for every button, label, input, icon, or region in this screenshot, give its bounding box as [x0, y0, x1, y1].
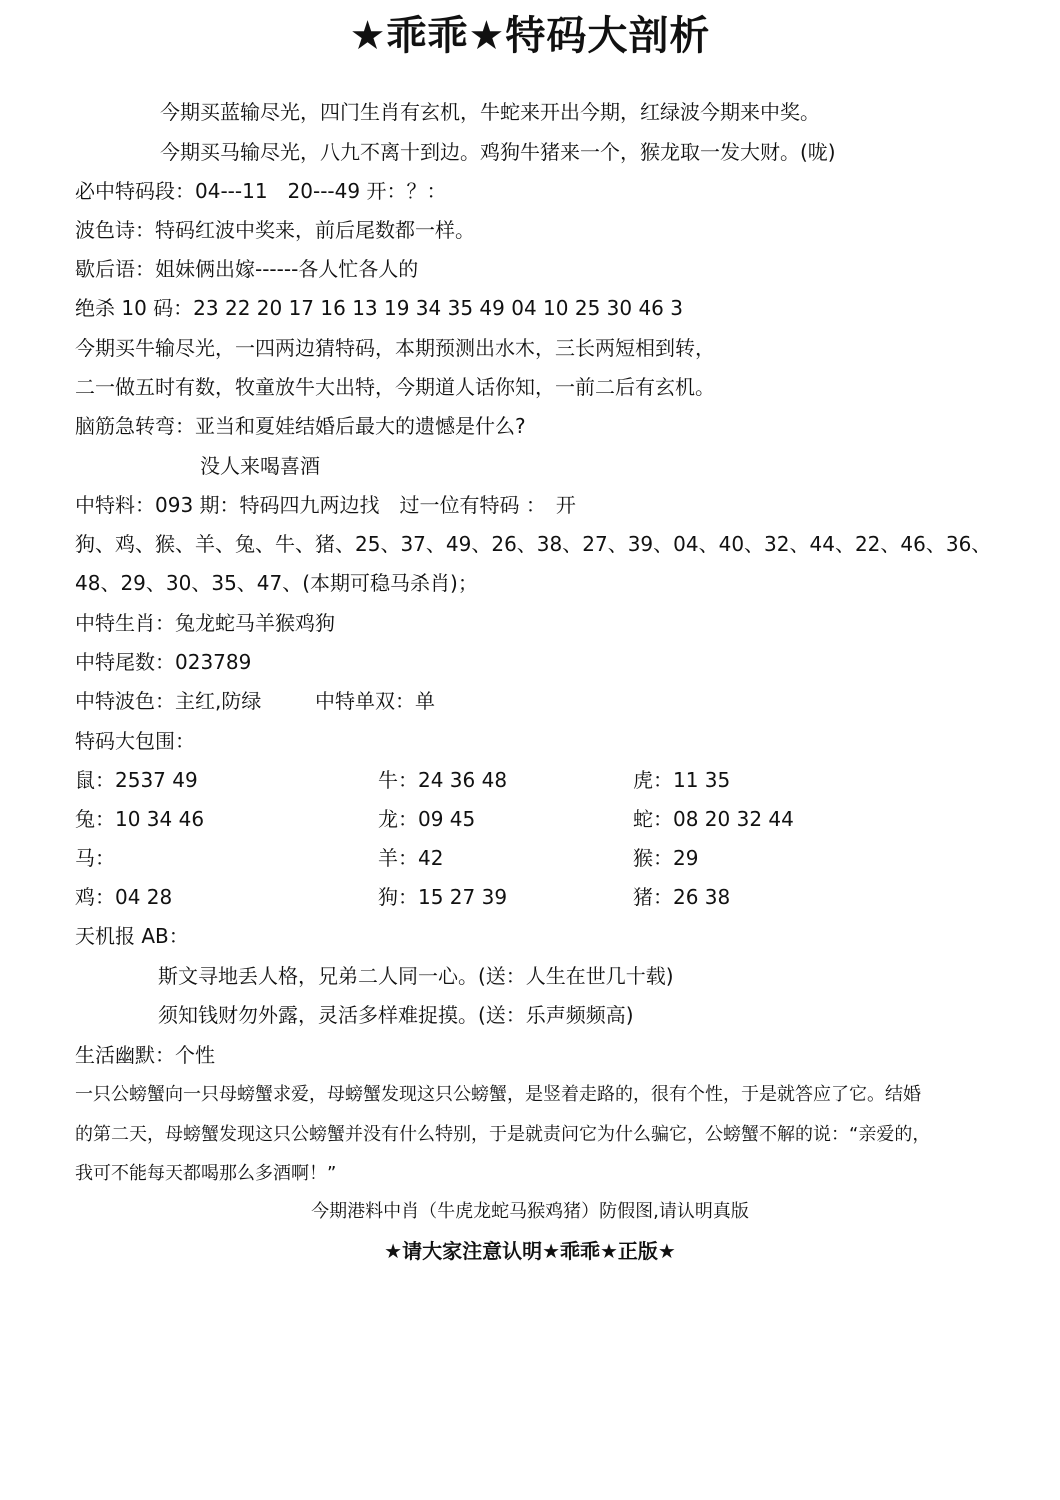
baowei-cell: 牛：24 36 48	[378, 768, 508, 792]
number-list-line-2: 48、29、30、35、47、(本期可稳马杀肖)；	[75, 571, 478, 595]
zodiac-line: 中特生肖：兔龙蛇马羊猴鸡狗	[75, 611, 335, 635]
poem-line-2: 今期买马输尽光，八九不离十到边。鸡狗牛猪来一个，猴龙取一发大财。(咙)	[160, 140, 836, 164]
baowei-cell: 羊：42	[378, 846, 444, 870]
odd-even-line: 中特单双：单	[315, 689, 435, 713]
tianji-title: 天机报 AB：	[75, 924, 189, 948]
tail-digits-line: 中特尾数：023789	[75, 650, 252, 674]
text-line-1: 今期买牛输尽光，一四两边猜特码，本期预测出水木，三长两短相到转，	[75, 336, 715, 360]
bose-poem-line: 波色诗：特码红波中奖来，前后尾数都一样。	[75, 218, 475, 242]
humor-title: 生活幽默：个性	[75, 1043, 215, 1067]
baowei-cell: 兔：10 34 46	[75, 807, 205, 831]
riddle-question: 脑筋急转弯：亚当和夏娃结婚后最大的遗憾是什么?	[75, 414, 526, 438]
wave-color-line: 中特波色：主红,防绿	[75, 689, 262, 713]
text-line-2: 二一做五时有数，牧童放牛大出特，今期道人话你知，一前二后有玄机。	[75, 375, 715, 399]
baowei-cell: 鼠：2537 49	[75, 768, 198, 792]
humor-line-3: 我可不能每天都喝那么多酒啊！”	[75, 1163, 337, 1184]
footer-note: 今期港料中肖（牛虎龙蛇马猴鸡猪）防假图,请认明真版	[311, 1201, 749, 1222]
riddle-answer: 没人来喝喜酒	[200, 454, 320, 478]
baowei-cell: 虎：11 35	[633, 768, 731, 792]
baowei-cell: 蛇：08 20 32 44	[633, 807, 794, 831]
xiehouyu-line: 歇后语：姐妹俩出嫁------各人忙各人的	[75, 257, 419, 281]
humor-line-1: 一只公螃蟹向一只母螃蟹求爱，母螃蟹发现这只公螃蟹，是竖着走路的，很有个性，于是就答应了它。结婚	[75, 1084, 921, 1105]
humor-line-2: 的第二天，母螃蟹发现这只公螃蟹并没有什么特别，于是就责问它为什么骗它，公螃蟹不解的说：“亲爱的，	[75, 1124, 931, 1145]
baowei-cell: 龙：09 45	[378, 807, 476, 831]
baowei-cell: 鸡：04 28	[75, 885, 173, 909]
footer-authentic: ★请大家注意认明★乖乖★正版★	[384, 1239, 676, 1263]
tianji-line-1: 斯文寻地丢人格，兄弟二人同一心。(送：人生在世几十载)	[158, 964, 674, 988]
baowei-cell: 狗：15 27 39	[378, 885, 508, 909]
zhongte-liao-line: 中特料：093 期：特码四九两边找 过一位有特码 ： 开	[75, 493, 576, 517]
poem-line-1: 今期买蓝输尽光，四门生肖有玄机，牛蛇来开出今期，红绿波今期来中奖。	[160, 100, 820, 124]
juesha-line: 绝杀 10 码：23 22 20 17 16 13 19 34 35 49 04 10 25 30 46 3	[75, 296, 683, 320]
baowei-cell: 猪：26 38	[633, 885, 731, 909]
baowei-cell: 马：	[75, 846, 115, 870]
bizhong-line: 必中特码段：04---11 20---49 开：？：	[75, 179, 447, 203]
tianji-line-2: 须知钱财勿外露，灵活多样难捉摸。(送：乐声频频高)	[158, 1003, 634, 1027]
number-list-line-1: 狗、鸡、猴、羊、兔、牛、猪、25、37、49、26、38、27、39、04、40、32、44、22、46、36、	[75, 532, 992, 556]
page-title: ★乖乖★特码大剖析	[349, 13, 711, 59]
baowei-cell: 猴：29	[633, 846, 699, 870]
baowei-title: 特码大包围：	[75, 729, 195, 753]
